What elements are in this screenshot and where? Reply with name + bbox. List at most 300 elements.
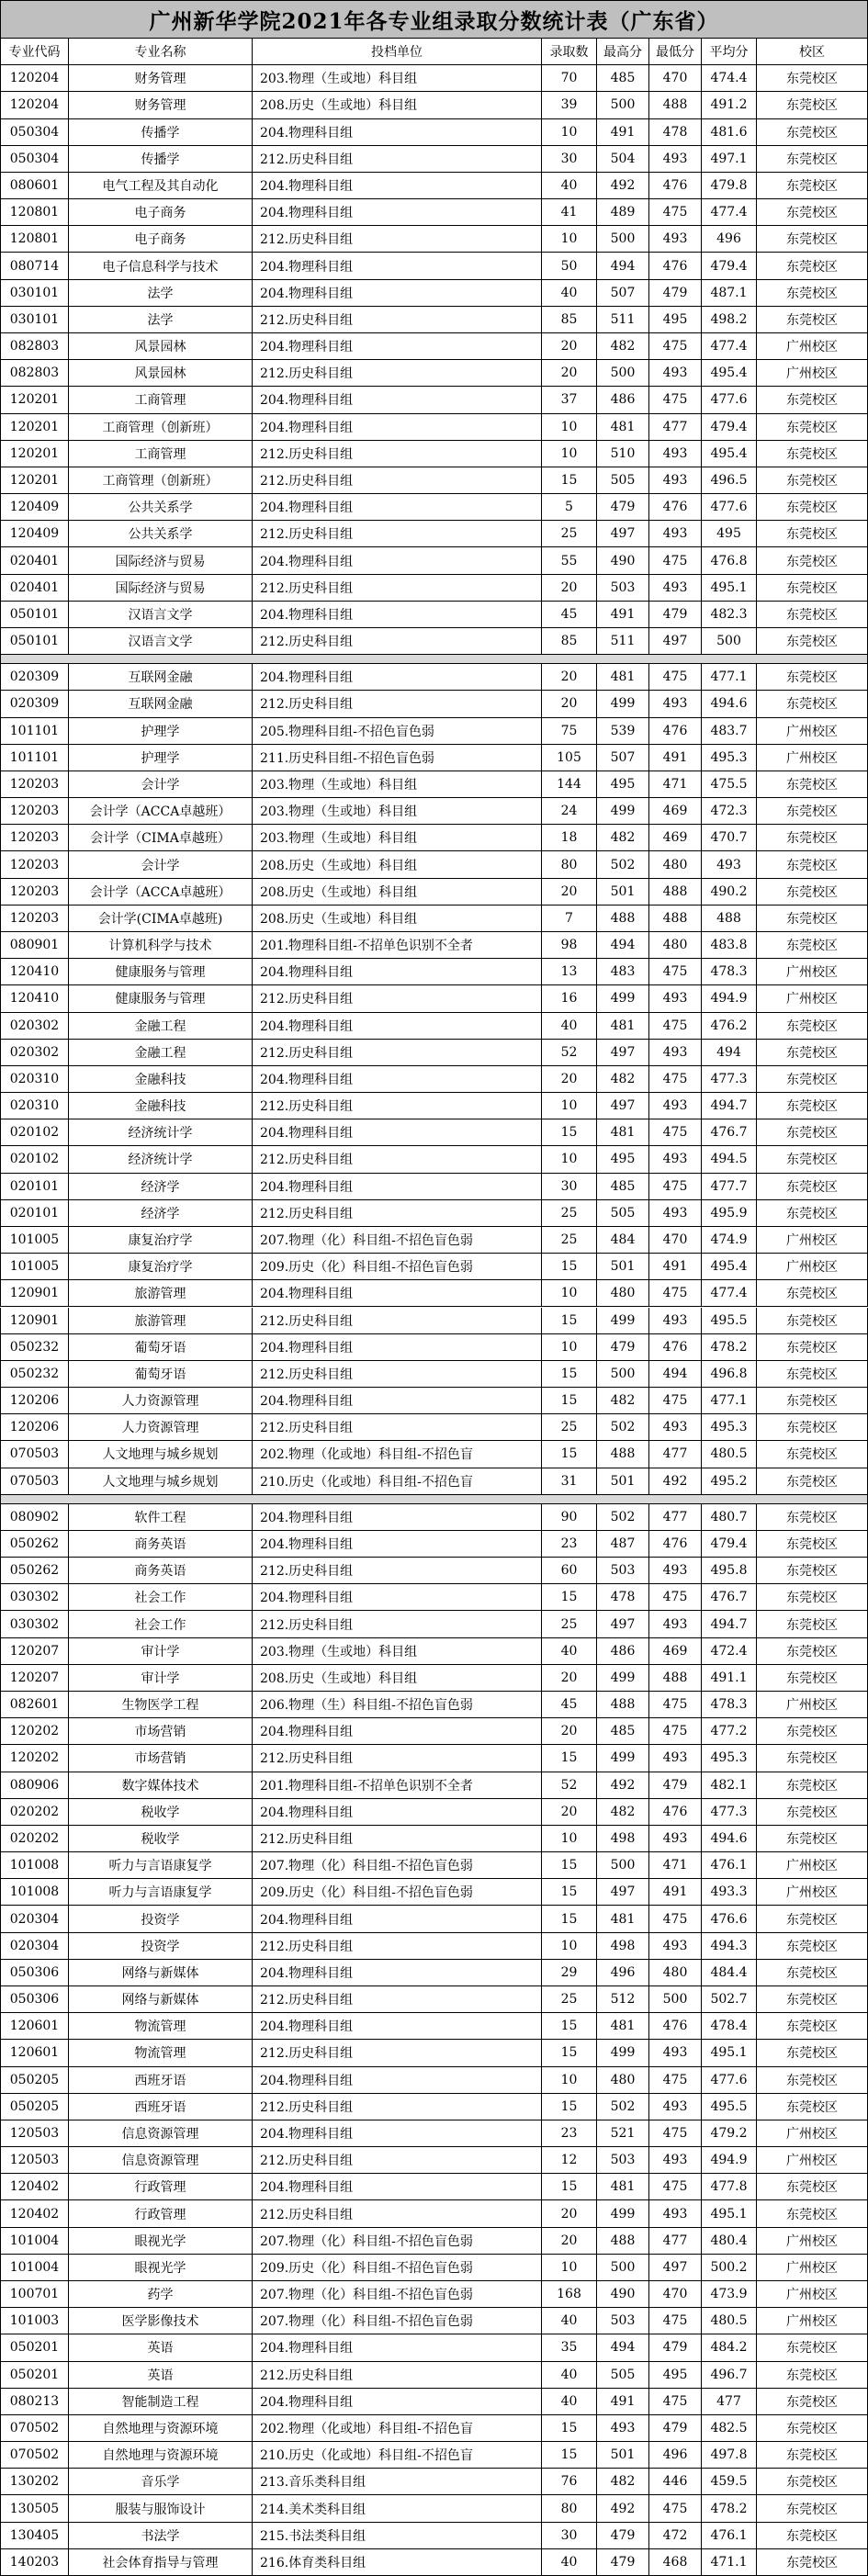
major-code-cell: 101005	[0, 1227, 69, 1254]
lowest-score-cell: 493	[649, 1093, 702, 1119]
major-name-cell: 英语	[69, 2362, 253, 2389]
table-row	[0, 360, 868, 387]
average-score-cell: 476.8	[702, 547, 757, 574]
average-score-cell: 487.1	[702, 280, 757, 307]
lowest-score-cell: 493	[649, 360, 702, 387]
table-row	[0, 441, 868, 467]
major-code-cell: 070503	[0, 1441, 69, 1468]
admission-unit-cell: 203.物理（生或地）科目组	[253, 1638, 542, 1665]
highest-score-cell: 486	[597, 1638, 649, 1665]
admitted-count-cell: 10	[542, 414, 597, 441]
admitted-count-cell: 45	[542, 602, 597, 628]
admitted-count-cell: 80	[542, 2495, 597, 2522]
lowest-score-cell: 470	[649, 65, 702, 92]
average-score-cell: 479.2	[702, 2120, 757, 2147]
admission-unit-cell: 207.物理（化）科目组-不招色盲色弱	[253, 1852, 542, 1879]
admission-unit-cell: 209.历史（化）科目组-不招色盲色弱	[253, 1879, 542, 1906]
major-code-cell: 050232	[0, 1361, 69, 1388]
admitted-count-cell: 168	[542, 2281, 597, 2308]
campus-cell: 广州校区	[757, 985, 868, 1012]
table-row	[0, 1334, 868, 1361]
lowest-score-cell: 493	[649, 441, 702, 467]
admission-unit-cell: 212.历史科目组	[253, 1611, 542, 1637]
campus-cell: 东莞校区	[757, 173, 868, 199]
admitted-count-cell: 40	[542, 2308, 597, 2334]
average-score-cell: 502.7	[702, 1986, 757, 2013]
admission-unit-cell: 209.历史（化）科目组-不招色盲色弱	[253, 2255, 542, 2281]
major-name-cell: 行政管理	[69, 2174, 253, 2200]
admission-unit-cell: 212.历史科目组	[253, 1308, 542, 1334]
major-code-cell: 050205	[0, 2067, 69, 2094]
admission-unit-cell: 204.物理科目组	[253, 1799, 542, 1826]
highest-score-cell: 499	[597, 1665, 649, 1692]
highest-score-cell: 489	[597, 199, 649, 226]
average-score-cell: 477.3	[702, 1066, 757, 1093]
lowest-score-cell: 477	[649, 1504, 702, 1531]
major-code-cell: 050262	[0, 1531, 69, 1558]
lowest-score-cell: 475	[649, 1174, 702, 1200]
table-row	[0, 2174, 868, 2200]
admitted-count-cell: 55	[542, 547, 597, 574]
highest-score-cell: 492	[597, 173, 649, 199]
lowest-score-cell: 493	[649, 226, 702, 253]
lowest-score-cell: 479	[649, 2415, 702, 2442]
average-score-cell: 476.7	[702, 1119, 757, 1146]
highest-score-cell: 486	[597, 387, 649, 413]
admission-unit-cell: 207.物理（化）科目组-不招色盲色弱	[253, 1227, 542, 1254]
major-code-cell: 050262	[0, 1558, 69, 1584]
highest-score-cell: 491	[597, 119, 649, 146]
major-name-cell: 金融科技	[69, 1093, 253, 1119]
admitted-count-cell: 35	[542, 2334, 597, 2361]
highest-score-cell: 499	[597, 1308, 649, 1334]
major-name-cell: 数字媒体技术	[69, 1772, 253, 1799]
highest-score-cell: 499	[597, 2200, 649, 2227]
table-title: 广州新华学院2021年各专业组录取分数统计表（广东省）	[0, 0, 868, 39]
major-code-cell: 120204	[0, 92, 69, 118]
table-row	[0, 2389, 868, 2415]
admitted-count-cell: 10	[542, 119, 597, 146]
average-score-cell: 495.3	[702, 1414, 757, 1441]
campus-cell: 东莞校区	[757, 65, 868, 92]
campus-cell: 东莞校区	[757, 2415, 868, 2442]
major-name-cell: 汉语言文学	[69, 602, 253, 628]
major-code-cell: 020309	[0, 691, 69, 717]
major-name-cell: 经济统计学	[69, 1119, 253, 1146]
major-name-cell: 市场营销	[69, 1718, 253, 1745]
highest-score-cell: 498	[597, 1933, 649, 1960]
average-score-cell: 483.7	[702, 718, 757, 745]
lowest-score-cell: 446	[649, 2469, 702, 2495]
table-row	[0, 2523, 868, 2549]
campus-cell: 东莞校区	[757, 1066, 868, 1093]
admission-unit-cell: 212.历史科目组	[253, 1986, 542, 2013]
major-code-cell: 020202	[0, 1799, 69, 1826]
admitted-count-cell: 144	[542, 771, 597, 798]
average-score-cell: 478.2	[702, 1334, 757, 1361]
lowest-score-cell: 493	[649, 1414, 702, 1441]
admission-unit-cell: 212.历史科目组	[253, 691, 542, 717]
admission-unit-cell: 202.物理（化或地）科目组-不招色盲	[253, 2415, 542, 2442]
highest-score-cell: 502	[597, 1414, 649, 1441]
average-score-cell: 484.2	[702, 2334, 757, 2361]
highest-score-cell: 505	[597, 1200, 649, 1227]
admitted-count-cell: 85	[542, 307, 597, 333]
admitted-count-cell: 30	[542, 146, 597, 173]
admission-unit-cell: 207.物理（化）科目组-不招色盲色弱	[253, 2281, 542, 2308]
major-name-cell: 汉语言文学	[69, 628, 253, 655]
admitted-count-cell: 20	[542, 333, 597, 360]
average-score-cell: 494.9	[702, 2147, 757, 2174]
admitted-count-cell: 40	[542, 1013, 597, 1040]
major-code-cell: 120204	[0, 65, 69, 92]
lowest-score-cell: 495	[649, 307, 702, 333]
campus-cell: 广州校区	[757, 1227, 868, 1254]
lowest-score-cell: 475	[649, 1692, 702, 1718]
admitted-count-cell: 15	[542, 1852, 597, 1879]
highest-score-cell: 490	[597, 547, 649, 574]
admitted-count-cell: 10	[542, 2067, 597, 2094]
table-row	[0, 1200, 868, 1227]
table-row	[0, 253, 868, 279]
major-name-cell: 经济学	[69, 1200, 253, 1227]
average-score-cell: 478.3	[702, 1692, 757, 1718]
major-code-cell: 120203	[0, 825, 69, 851]
lowest-score-cell: 493	[649, 1146, 702, 1173]
major-code-cell: 120901	[0, 1308, 69, 1334]
campus-cell: 广州校区	[757, 2228, 868, 2255]
admission-unit-cell: 212.历史科目组	[253, 521, 542, 547]
major-name-cell: 投资学	[69, 1906, 253, 1932]
major-code-cell: 120402	[0, 2174, 69, 2200]
lowest-score-cell: 475	[649, 1388, 702, 1414]
admission-unit-cell: 212.历史科目组	[253, 360, 542, 387]
table-row	[0, 1308, 868, 1334]
lowest-score-cell: 475	[649, 199, 702, 226]
header-average-score-cell: 平均分	[702, 39, 757, 65]
highest-score-cell: 482	[597, 2469, 649, 2495]
admitted-count-cell: 45	[542, 1692, 597, 1718]
table-row	[0, 851, 868, 878]
lowest-score-cell: 480	[649, 851, 702, 878]
lowest-score-cell: 476	[649, 718, 702, 745]
lowest-score-cell: 475	[649, 1119, 702, 1146]
table-row	[0, 1879, 868, 1906]
campus-cell: 东莞校区	[757, 414, 868, 441]
table-row	[0, 718, 868, 745]
average-score-cell: 472.3	[702, 798, 757, 825]
highest-score-cell: 500	[597, 226, 649, 253]
major-code-cell: 020102	[0, 1146, 69, 1173]
major-name-cell: 会计学	[69, 771, 253, 798]
campus-cell: 东莞校区	[757, 2523, 868, 2549]
table-row	[0, 1611, 868, 1637]
table-row	[0, 1933, 868, 1960]
average-score-cell: 491.2	[702, 92, 757, 118]
admitted-count-cell: 20	[542, 1665, 597, 1692]
lowest-score-cell: 493	[649, 2094, 702, 2120]
admitted-count-cell: 40	[542, 2549, 597, 2576]
highest-score-cell: 494	[597, 932, 649, 959]
major-name-cell: 物流管理	[69, 2013, 253, 2040]
major-name-cell: 音乐学	[69, 2469, 253, 2495]
admission-unit-cell: 204.物理科目组	[253, 280, 542, 307]
major-code-cell: 082601	[0, 1692, 69, 1718]
admission-unit-cell: 201.物理科目组-不招单色识别不全者	[253, 1772, 542, 1799]
major-code-cell: 120203	[0, 851, 69, 878]
table-row	[0, 1254, 868, 1280]
campus-cell: 东莞校区	[757, 1093, 868, 1119]
lowest-score-cell: 477	[649, 1441, 702, 1468]
major-name-cell: 电子商务	[69, 199, 253, 226]
lowest-score-cell: 479	[649, 280, 702, 307]
highest-score-cell: 499	[597, 2040, 649, 2066]
major-code-cell: 020202	[0, 1826, 69, 1852]
major-code-cell: 080906	[0, 1772, 69, 1799]
major-name-cell: 听力与言语康复学	[69, 1852, 253, 1879]
admission-unit-cell: 204.物理科目组	[253, 2174, 542, 2200]
major-name-cell: 眼视光学	[69, 2228, 253, 2255]
average-score-cell: 472.4	[702, 1638, 757, 1665]
highest-score-cell: 481	[597, 414, 649, 441]
campus-cell: 东莞校区	[757, 879, 868, 906]
admitted-count-cell: 40	[542, 280, 597, 307]
average-score-cell: 482.5	[702, 2415, 757, 2442]
major-name-cell: 旅游管理	[69, 1280, 253, 1307]
lowest-score-cell: 475	[649, 1584, 702, 1611]
major-name-cell: 人文地理与城乡规划	[69, 1468, 253, 1495]
admitted-count-cell: 60	[542, 1558, 597, 1584]
major-code-cell: 120801	[0, 226, 69, 253]
average-score-cell: 495.1	[702, 2200, 757, 2227]
campus-cell: 东莞校区	[757, 906, 868, 932]
major-code-cell: 120503	[0, 2147, 69, 2174]
table-row	[0, 521, 868, 547]
major-name-cell: 葡萄牙语	[69, 1334, 253, 1361]
admission-unit-cell: 212.历史科目组	[253, 467, 542, 494]
average-score-cell: 476.6	[702, 1906, 757, 1932]
major-code-cell: 080902	[0, 1504, 69, 1531]
table-row	[0, 547, 868, 574]
table-row	[0, 2200, 868, 2227]
table-row	[0, 932, 868, 959]
average-score-cell: 477.1	[702, 1388, 757, 1414]
lowest-score-cell: 475	[649, 2389, 702, 2415]
average-score-cell: 496.8	[702, 1361, 757, 1388]
major-code-cell: 120409	[0, 494, 69, 521]
admission-unit-cell: 204.物理科目组	[253, 664, 542, 691]
campus-cell: 东莞校区	[757, 2174, 868, 2200]
major-name-cell: 金融工程	[69, 1040, 253, 1066]
average-score-cell: 495.3	[702, 745, 757, 771]
lowest-score-cell: 491	[649, 1254, 702, 1280]
admission-unit-cell: 210.历史（化或地）科目组-不招色盲	[253, 1468, 542, 1495]
average-score-cell: 482.1	[702, 1772, 757, 1799]
campus-cell: 广州校区	[757, 2147, 868, 2174]
campus-cell: 东莞校区	[757, 1772, 868, 1799]
major-code-cell: 101004	[0, 2255, 69, 2281]
major-code-cell: 020304	[0, 1933, 69, 1960]
group-separator	[0, 1495, 868, 1504]
major-code-cell: 101101	[0, 745, 69, 771]
major-code-cell: 020401	[0, 547, 69, 574]
campus-cell: 东莞校区	[757, 2469, 868, 2495]
lowest-score-cell: 477	[649, 414, 702, 441]
highest-score-cell: 503	[597, 1558, 649, 1584]
admitted-count-cell: 15	[542, 1906, 597, 1932]
average-score-cell: 482.3	[702, 602, 757, 628]
lowest-score-cell: 491	[649, 745, 702, 771]
admission-unit-cell: 212.历史科目组	[253, 1933, 542, 1960]
major-code-cell: 020310	[0, 1066, 69, 1093]
table-row	[0, 1665, 868, 1692]
admission-unit-cell: 213.音乐类科目组	[253, 2469, 542, 2495]
campus-cell: 东莞校区	[757, 851, 868, 878]
admitted-count-cell: 10	[542, 1933, 597, 1960]
major-name-cell: 智能制造工程	[69, 2389, 253, 2415]
major-name-cell: 护理学	[69, 718, 253, 745]
table-row	[0, 1280, 868, 1307]
major-name-cell: 旅游管理	[69, 1308, 253, 1334]
campus-cell: 东莞校区	[757, 253, 868, 279]
table-row	[0, 467, 868, 494]
admitted-count-cell: 15	[542, 1745, 597, 1772]
campus-cell: 东莞校区	[757, 1745, 868, 1772]
major-code-cell: 020102	[0, 1119, 69, 1146]
average-score-cell: 477.4	[702, 333, 757, 360]
major-name-cell: 审计学	[69, 1665, 253, 1692]
campus-cell: 东莞校区	[757, 547, 868, 574]
average-score-cell: 477.3	[702, 1799, 757, 1826]
major-name-cell: 网络与新媒体	[69, 1960, 253, 1986]
lowest-score-cell: 488	[649, 1665, 702, 1692]
admitted-count-cell: 10	[542, 1093, 597, 1119]
campus-cell: 东莞校区	[757, 628, 868, 655]
average-score-cell: 478.2	[702, 2495, 757, 2522]
table-row	[0, 65, 868, 92]
major-name-cell: 社会工作	[69, 1584, 253, 1611]
lowest-score-cell: 488	[649, 879, 702, 906]
highest-score-cell: 496	[597, 1960, 649, 1986]
highest-score-cell: 490	[597, 2281, 649, 2308]
table-row	[0, 1986, 868, 2013]
admission-unit-cell: 212.历史科目组	[253, 441, 542, 467]
lowest-score-cell: 493	[649, 1826, 702, 1852]
major-code-cell: 120206	[0, 1388, 69, 1414]
admitted-count-cell: 52	[542, 1772, 597, 1799]
lowest-score-cell: 493	[649, 1308, 702, 1334]
major-code-cell: 020304	[0, 1906, 69, 1932]
lowest-score-cell: 479	[649, 602, 702, 628]
header-admission-unit-cell: 投档单位	[253, 39, 542, 65]
average-score-cell: 459.5	[702, 2469, 757, 2495]
major-code-cell: 120202	[0, 1718, 69, 1745]
average-score-cell: 484.4	[702, 1960, 757, 1986]
admission-unit-cell: 212.历史科目组	[253, 2362, 542, 2389]
highest-score-cell: 503	[597, 2308, 649, 2334]
table-row	[0, 1584, 868, 1611]
lowest-score-cell: 480	[649, 932, 702, 959]
admission-unit-cell: 207.物理（化）科目组-不招色盲色弱	[253, 2228, 542, 2255]
lowest-score-cell: 476	[649, 253, 702, 279]
lowest-score-cell: 468	[649, 2549, 702, 2576]
header-highest-score-cell: 最高分	[597, 39, 649, 65]
campus-cell: 东莞校区	[757, 441, 868, 467]
table-row	[0, 333, 868, 360]
lowest-score-cell: 496	[649, 2442, 702, 2469]
lowest-score-cell: 493	[649, 2200, 702, 2227]
lowest-score-cell: 472	[649, 2523, 702, 2549]
highest-score-cell: 499	[597, 691, 649, 717]
campus-cell: 广州校区	[757, 2281, 868, 2308]
highest-score-cell: 485	[597, 65, 649, 92]
admitted-count-cell: 40	[542, 2362, 597, 2389]
average-score-cell: 480.5	[702, 2308, 757, 2334]
average-score-cell: 495.5	[702, 2094, 757, 2120]
lowest-score-cell: 476	[649, 2013, 702, 2040]
major-name-cell: 会计学（ACCA卓越班）	[69, 879, 253, 906]
table-row	[0, 1146, 868, 1173]
campus-cell: 东莞校区	[757, 1611, 868, 1637]
major-name-cell: 行政管理	[69, 2200, 253, 2227]
table-row	[0, 1119, 868, 1146]
admitted-count-cell: 24	[542, 798, 597, 825]
lowest-score-cell: 493	[649, 575, 702, 602]
admission-unit-cell: 207.物理（化）科目组-不招色盲色弱	[253, 2308, 542, 2334]
campus-cell: 东莞校区	[757, 1665, 868, 1692]
table-row	[0, 2067, 868, 2094]
highest-score-cell: 495	[597, 1146, 649, 1173]
table-row	[0, 985, 868, 1012]
admitted-count-cell: 15	[542, 2094, 597, 2120]
major-code-cell: 120409	[0, 521, 69, 547]
average-score-cell: 477.6	[702, 387, 757, 413]
lowest-score-cell: 476	[649, 1799, 702, 1826]
table-row	[0, 959, 868, 985]
admission-unit-cell: 208.历史（生或地）科目组	[253, 1665, 542, 1692]
admission-unit-cell: 208.历史（生或地）科目组	[253, 906, 542, 932]
average-score-cell: 476.2	[702, 1013, 757, 1040]
campus-cell: 广州校区	[757, 1879, 868, 1906]
admitted-count-cell: 40	[542, 1638, 597, 1665]
major-code-cell: 020309	[0, 664, 69, 691]
admission-unit-cell: 212.历史科目组	[253, 1361, 542, 1388]
major-code-cell: 120201	[0, 414, 69, 441]
lowest-score-cell: 493	[649, 1558, 702, 1584]
highest-score-cell: 499	[597, 1745, 649, 1772]
major-name-cell: 听力与言语康复学	[69, 1879, 253, 1906]
campus-cell: 东莞校区	[757, 2094, 868, 2120]
admitted-count-cell: 15	[542, 1119, 597, 1146]
admitted-count-cell: 25	[542, 1986, 597, 2013]
header-major-code-cell: 专业代码	[0, 39, 69, 65]
lowest-score-cell: 488	[649, 92, 702, 118]
admission-unit-cell: 204.物理科目组	[253, 1504, 542, 1531]
admission-unit-cell: 212.历史科目组	[253, 628, 542, 655]
table-row	[0, 1772, 868, 1799]
major-code-cell: 050232	[0, 1334, 69, 1361]
major-name-cell: 会计学	[69, 851, 253, 878]
major-name-cell: 服装与服饰设计	[69, 2495, 253, 2522]
admission-unit-cell: 212.历史科目组	[253, 1200, 542, 1227]
campus-cell: 东莞校区	[757, 1119, 868, 1146]
highest-score-cell: 511	[597, 628, 649, 655]
highest-score-cell: 498	[597, 1826, 649, 1852]
average-score-cell: 494.5	[702, 1146, 757, 1173]
average-score-cell: 495	[702, 521, 757, 547]
major-code-cell: 120801	[0, 199, 69, 226]
lowest-score-cell: 494	[649, 1361, 702, 1388]
